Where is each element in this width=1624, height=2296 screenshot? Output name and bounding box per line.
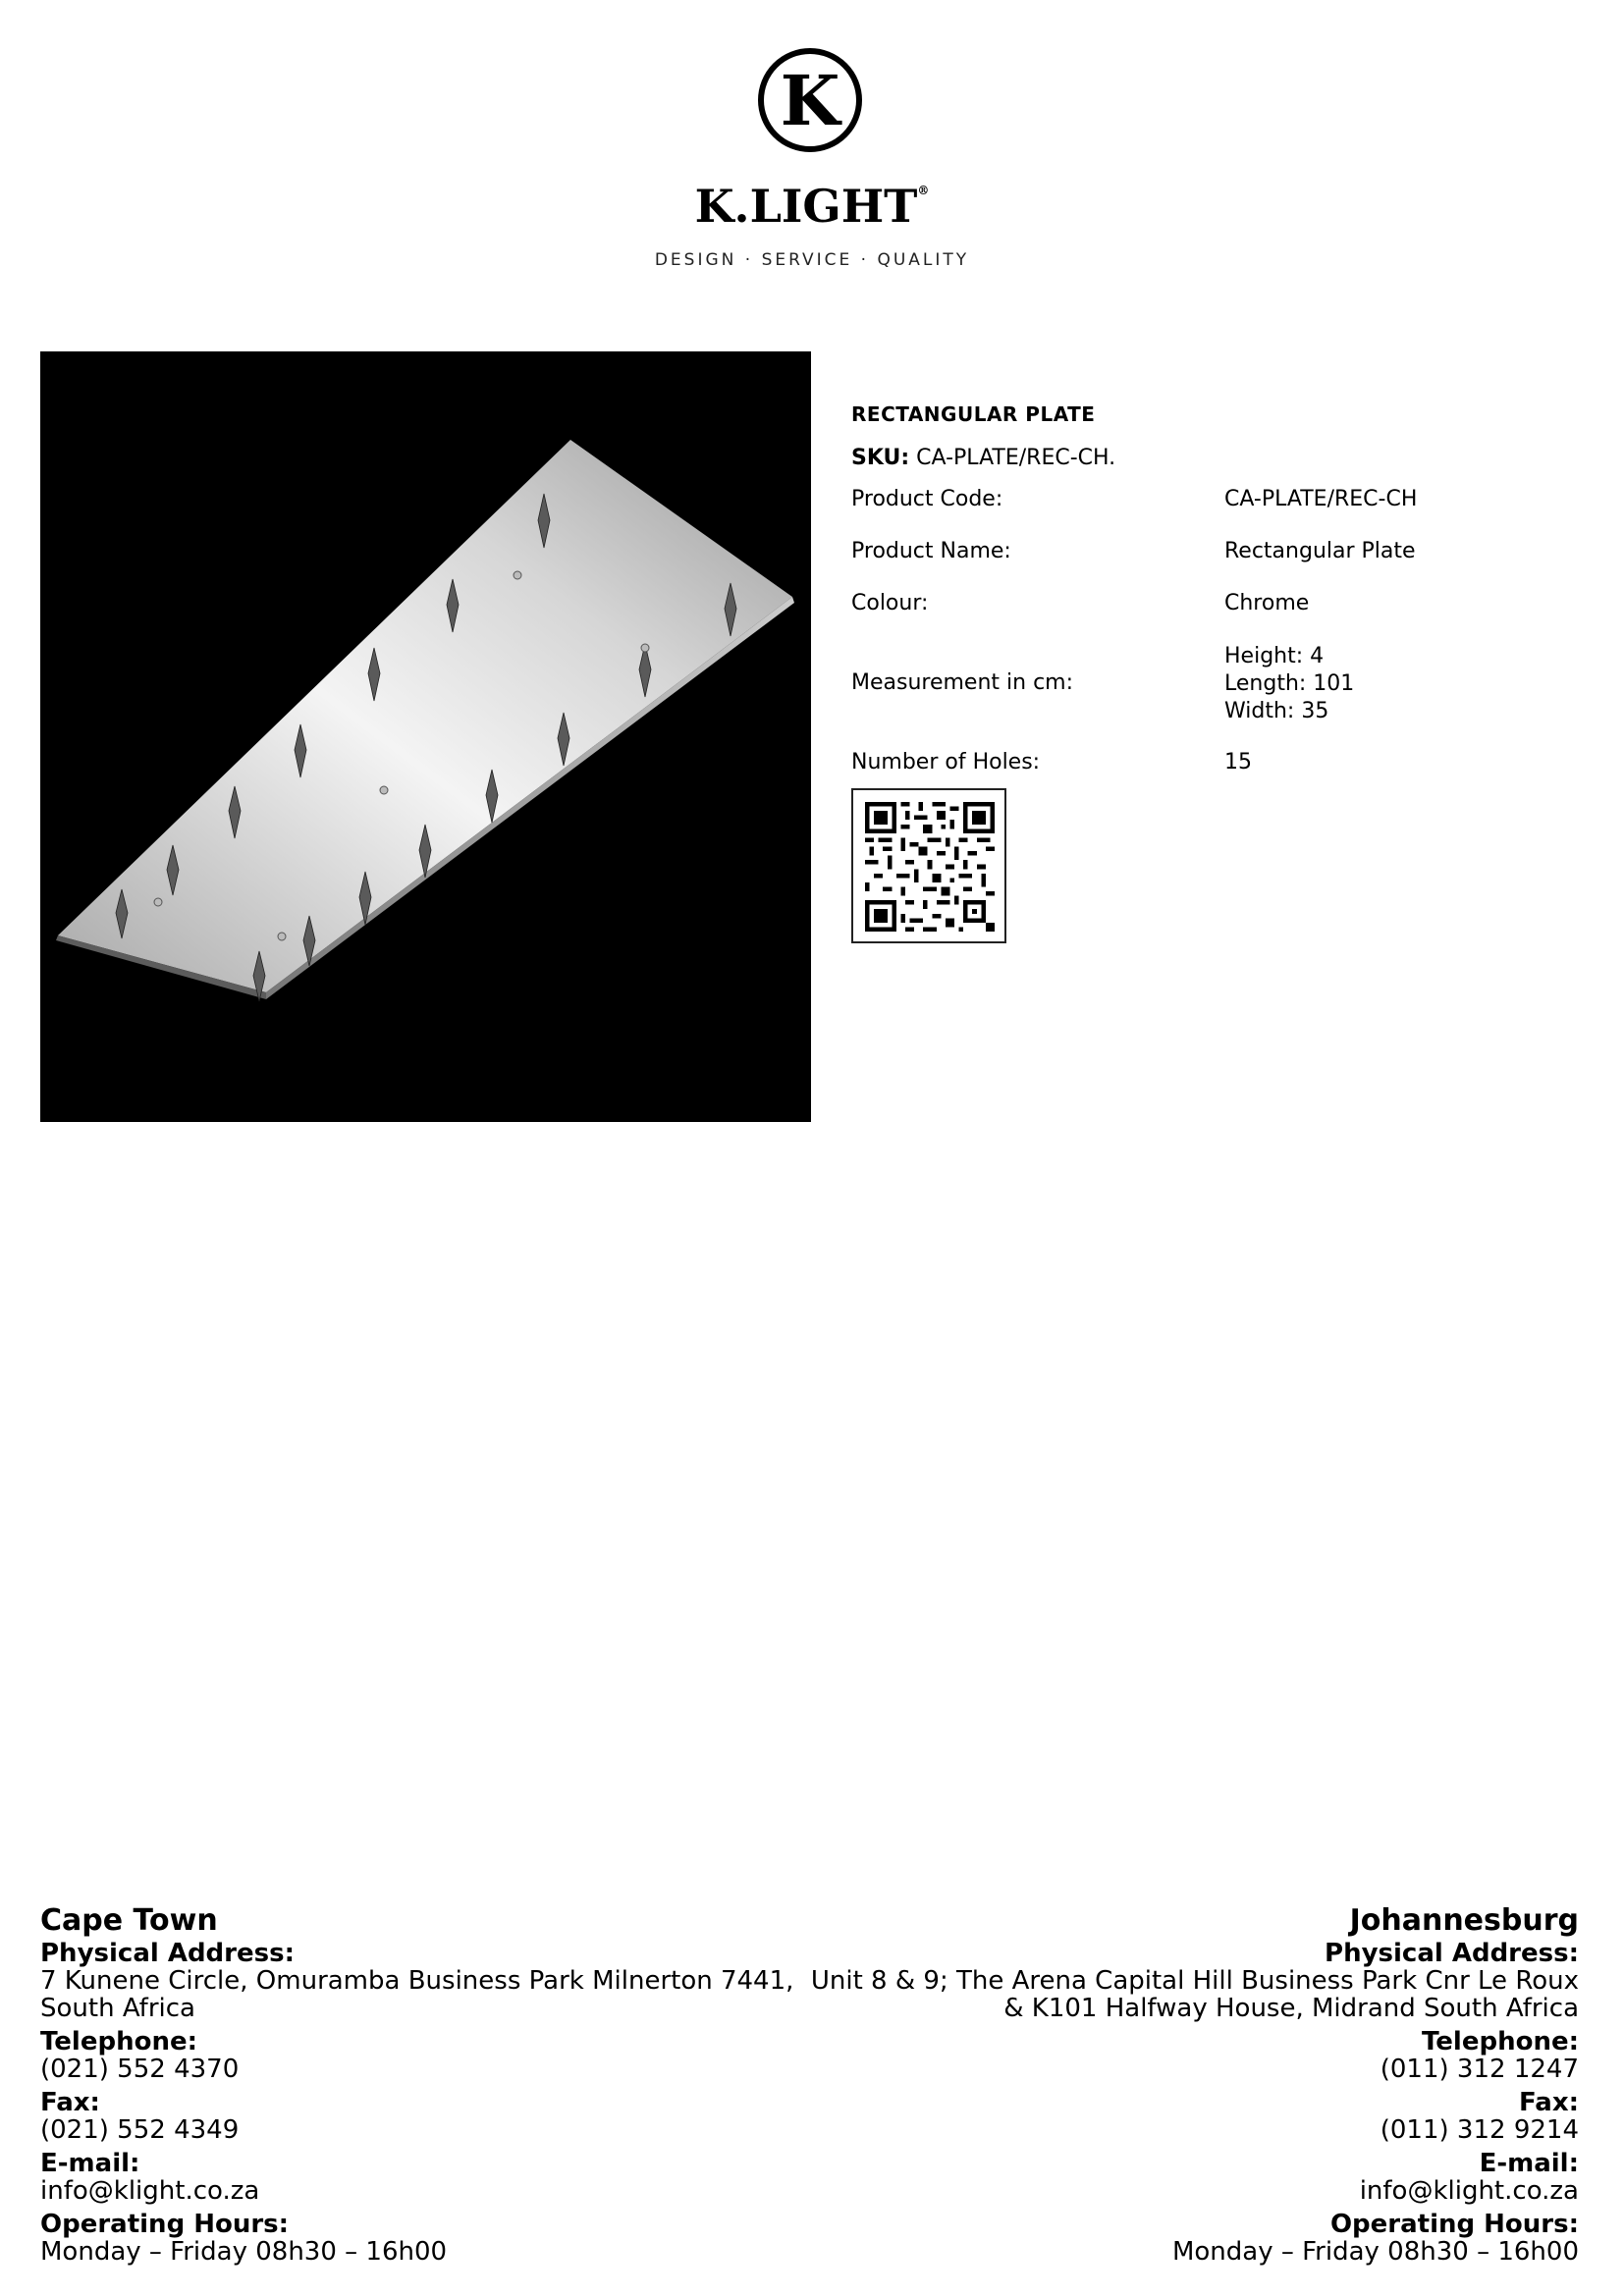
hours-label: Operating Hours: — [40, 2210, 290, 2239]
spec-length: Length: 101 — [1224, 671, 1355, 696]
sku-label: SKU: — [851, 446, 910, 470]
johannesburg-contact — [793, 1904, 1579, 2266]
brand-wordmark — [0, 180, 1624, 233]
email-label: E-mail: — [1479, 2149, 1579, 2178]
logo-emblem — [758, 48, 862, 152]
address-line: Unit 8 & 9; The Arena Capital Hill Business Park Cnr Le Roux — [810, 1966, 1579, 1996]
telephone-value[interactable]: (021) 552 4370 — [40, 2055, 240, 2084]
hours-value: Monday – Friday 08h30 – 16h00 — [40, 2237, 448, 2267]
brand-logo — [0, 0, 1624, 294]
spec-value-list — [1224, 643, 1354, 725]
product-sku — [851, 446, 1115, 470]
address-line: & K101 Halfway House, Midrand South Africa — [1003, 1994, 1579, 2023]
telephone-value[interactable]: (011) 312 1247 — [1380, 2055, 1579, 2084]
qr-code-icon — [865, 802, 995, 932]
address-label: Physical Address: — [1325, 1939, 1579, 1968]
spec-height: Height: 4 — [1224, 644, 1325, 668]
spec-label: Product Name: — [851, 539, 1011, 563]
fax-value: (011) 312 9214 — [1380, 2115, 1579, 2145]
address-line: 7 Kunene Circle, Omuramba Business Park Milnerton 7441, — [40, 1966, 794, 1996]
ceiling-plate-illustration — [40, 351, 811, 1122]
spec-value: 15 — [1224, 750, 1252, 774]
spec-label: Product Code: — [851, 487, 1003, 511]
email-link[interactable]: info@klight.co.za — [1359, 2176, 1579, 2206]
fax-label: Fax: — [40, 2088, 100, 2117]
spec-width: Width: 35 — [1224, 699, 1329, 723]
hours-value: Monday – Friday 08h30 – 16h00 — [1171, 2237, 1579, 2267]
spec-value: Chrome — [1224, 591, 1310, 615]
fax-value: (021) 552 4349 — [40, 2115, 240, 2145]
address-label: Physical Address: — [40, 1939, 295, 1968]
spec-label: Number of Holes: — [851, 750, 1041, 774]
product-image — [40, 351, 811, 1122]
logo-letter: K — [780, 60, 840, 141]
product-title: RECTANGULAR PLATE — [851, 402, 1096, 426]
cape-town-contact — [40, 1904, 826, 2266]
spec-label: Measurement in cm: — [851, 670, 1074, 695]
city-name: Johannesburg — [1349, 1903, 1579, 1938]
telephone-label: Telephone: — [40, 2027, 197, 2056]
city-name: Cape Town — [40, 1903, 218, 1938]
spec-value: CA-PLATE/REC-CH — [1224, 487, 1418, 511]
email-label: E-mail: — [40, 2149, 140, 2178]
brand-tagline: DESIGN · SERVICE · QUALITY — [654, 250, 970, 270]
hours-label: Operating Hours: — [1329, 2210, 1579, 2239]
sku-value: CA-PLATE/REC-CH. — [916, 446, 1116, 470]
product-details — [851, 402, 1578, 774]
brand-name: K.LIGHT — [694, 180, 918, 233]
address-line: South Africa — [40, 1994, 195, 2023]
registered-mark: ® — [917, 184, 930, 197]
telephone-label: Telephone: — [1422, 2027, 1579, 2056]
email-link[interactable]: info@klight.co.za — [40, 2176, 260, 2206]
qr-code[interactable] — [851, 788, 1006, 943]
spec-label: Colour: — [851, 591, 929, 615]
spec-value: Rectangular Plate — [1224, 539, 1416, 563]
fax-label: Fax: — [1519, 2088, 1579, 2117]
